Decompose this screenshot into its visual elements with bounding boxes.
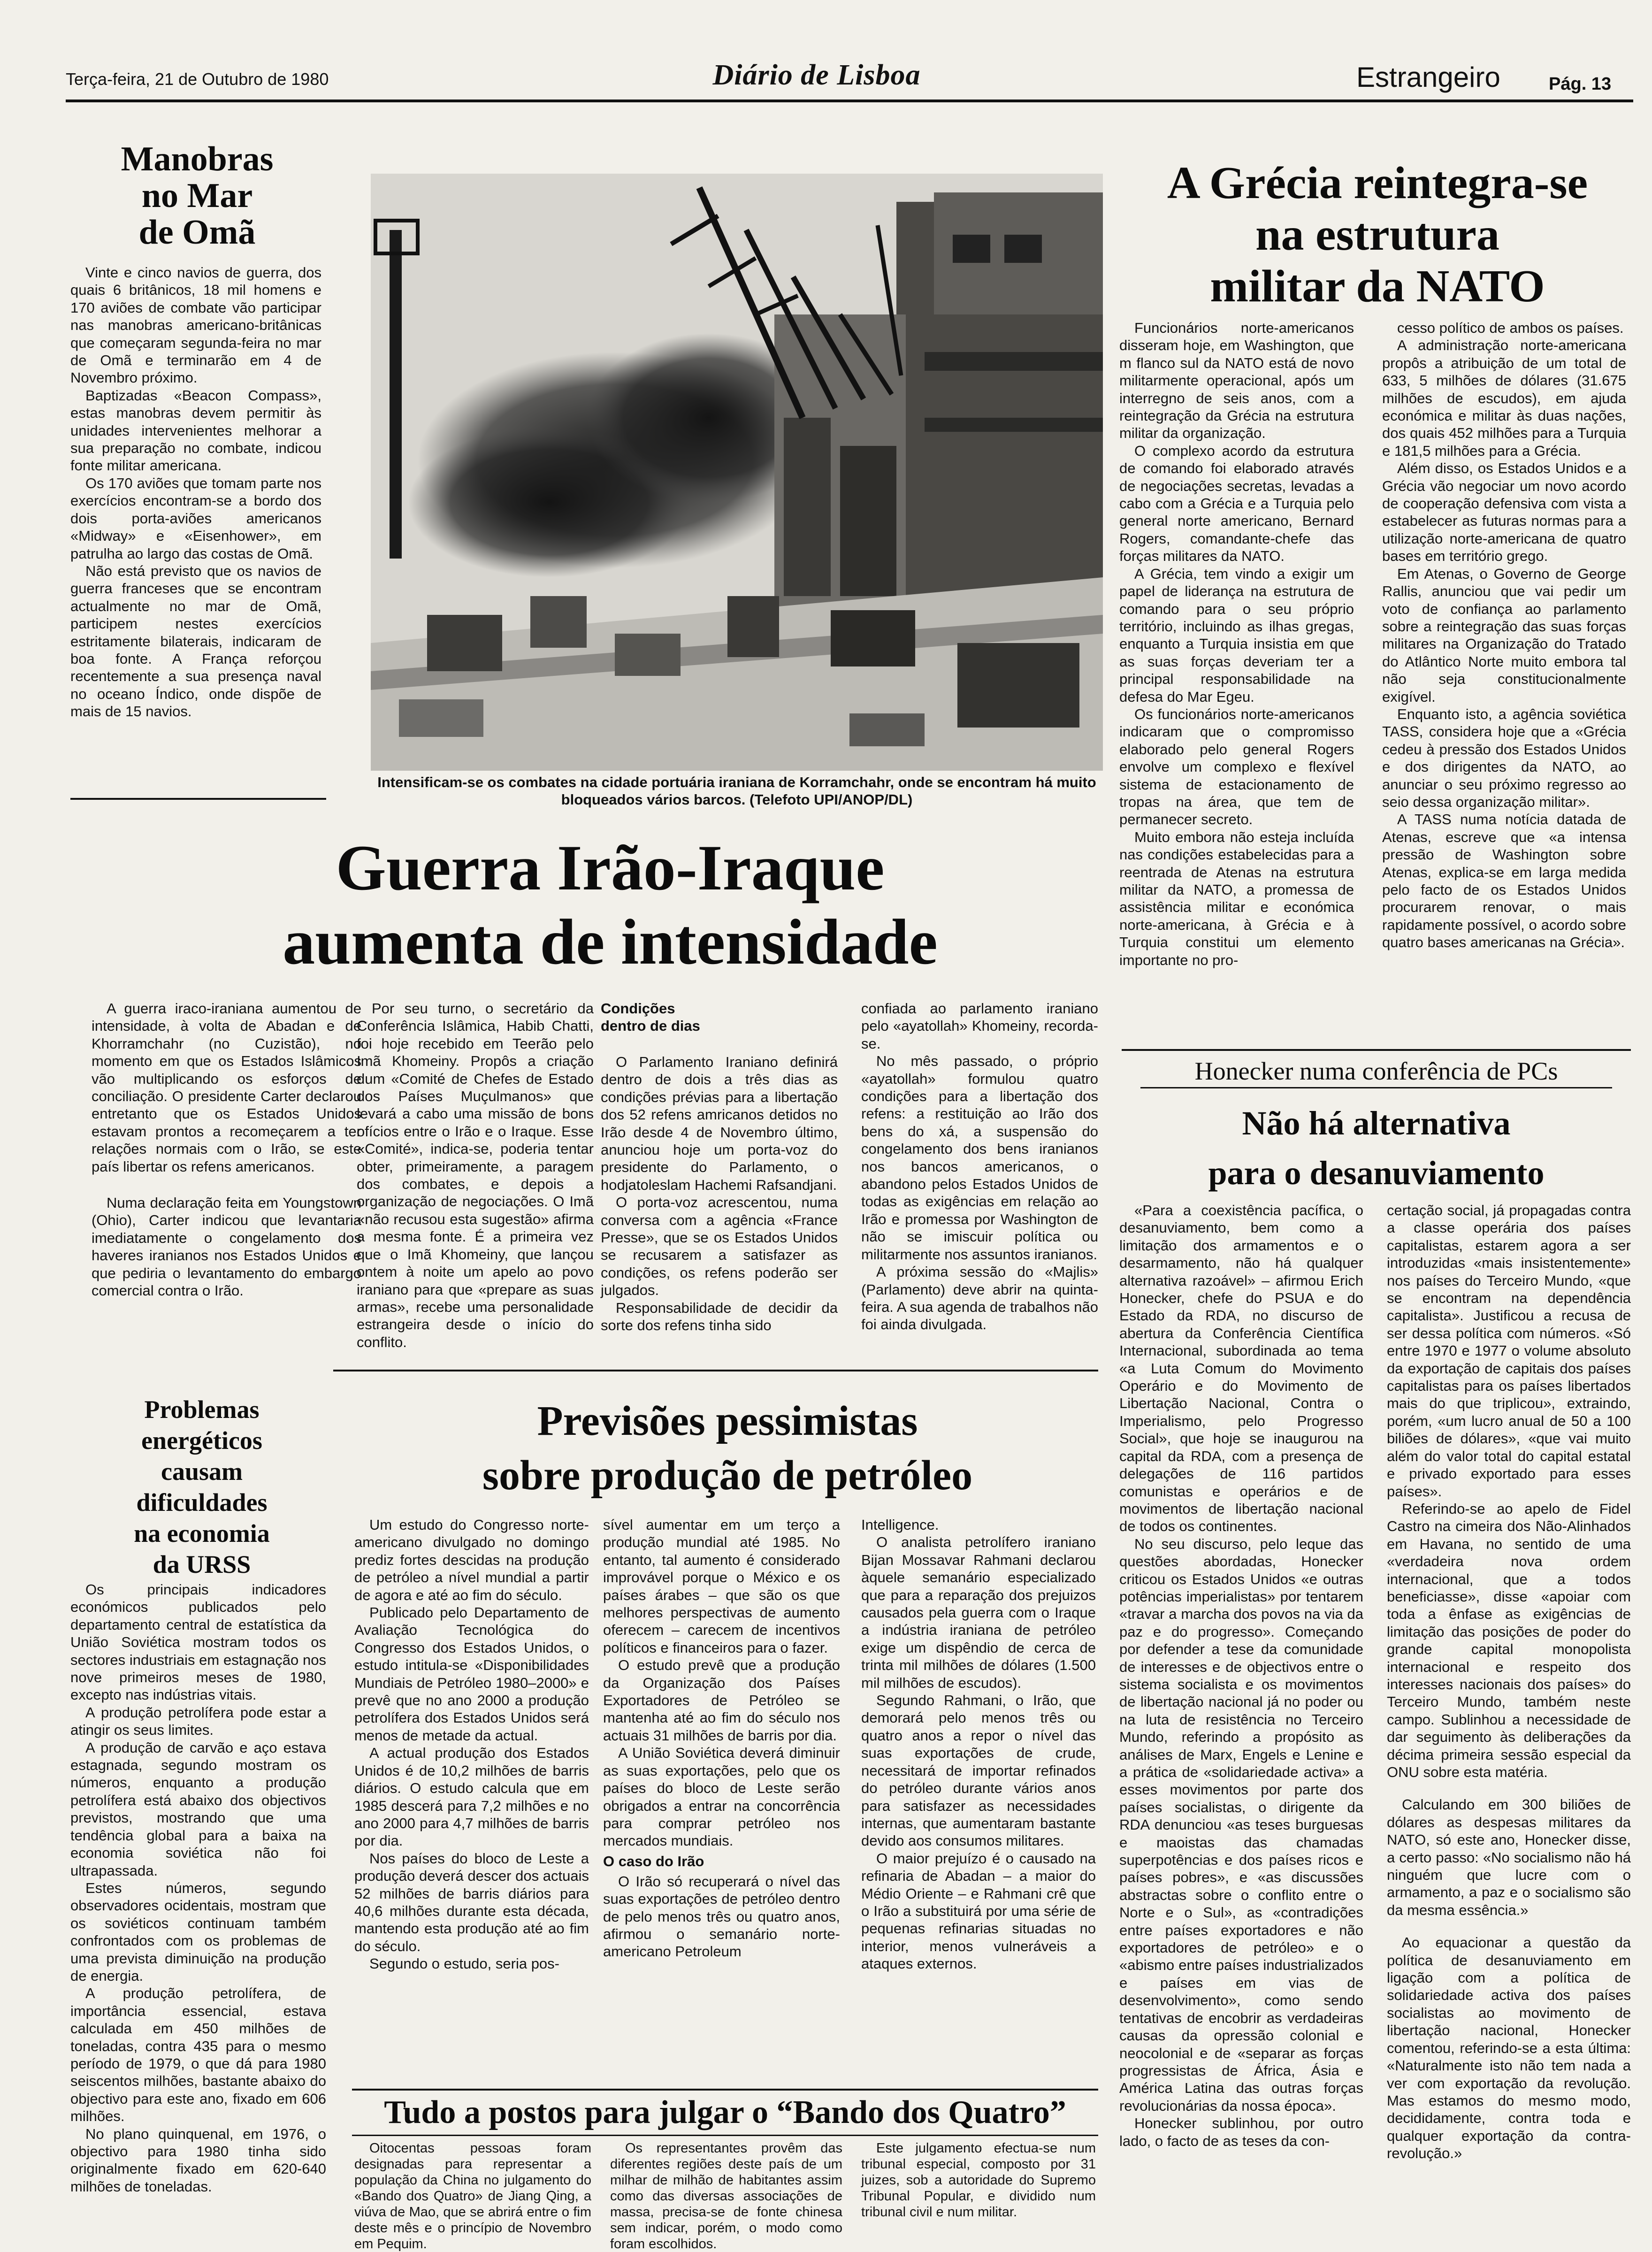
- greece-headline-line: na estrutura: [1255, 209, 1499, 260]
- article-paragraph: Os principais indicadores económicos publicados pelo departamento central de estatística da União Soviética mostram todos os sectores industriais em estagnação nos nove primeiros meses de 1980, excepto nas indústrias vitais.: [70, 1581, 326, 1703]
- article-paragraph: O estudo prevê que a produção da Organização dos Países Exportadores de Petróleo se mantenha até ao fim do século nos actuais 31 milhões de barris por dia.: [603, 1657, 840, 1744]
- article-paragraph: O Parlamento Iraniano definirá dentro de dois a três dias as condições prévias para a libertação dos 52 refens amricanos detidos no Irão desde 4 de Novembro último, anunciou hoje um porta-voz do presidente do Parlamento, o hodjatoleslam Hachemi Rafsandjani.: [601, 1054, 838, 1193]
- urss-headline: [70, 1394, 333, 1580]
- article-paragraph: A guerra iraco-iraniana aumentou de intensidade, à volta de Abadan e de Khorramchahr (no Cuzistão), no momento em que os Estados Islâmicos vão multiplicando os esforços de conciliação. O presidente Carter declarou entretanto que os Estados Unidos estavam prontos a recomeçarem a ter relações normais com o Irão, se este país libertar os refens americanos.: [92, 1000, 361, 1175]
- article-paragraph: Muito embora não esteja incluída nas condições estabelecidas para a reentrada de Atenas na estrutura militar da NATO, a promessa de assistência militar e económica norte-americana, à Grécia e à Turquia constitui um elemento importante no pro-: [1119, 828, 1354, 968]
- war-bottom-rule: [333, 1370, 1098, 1371]
- greece-column-2: [1382, 319, 1626, 1033]
- article-paragraph: cesso político de ambos os países.: [1397, 320, 1624, 336]
- gang-column-2: [610, 2140, 842, 2252]
- greece-headline-line: militar da NATO: [1210, 261, 1545, 312]
- article-paragraph: Intelligence.: [861, 1517, 939, 1533]
- photo-caption: Intensificam-se os combates na cidade portuária iraniana de Korramchahr, onde se encontram há muito bloqueados vários barcos. (Telefoto UPI/ANOP/DL): [377, 774, 1096, 808]
- article-paragraph: Vinte e cinco navios de guerra, dos quais 6 britânicos, 18 mil homens e 170 aviões de combate vão participar nas manobras americano-britânicas que começaram segunda-feira no mar de Omã e terminarão em 4 de Novembro próximo.: [70, 264, 321, 386]
- honecker-column-1: [1119, 1202, 1363, 2192]
- urss-headline-line: dificuldades: [136, 1488, 268, 1517]
- gang-headline-rule: [352, 2135, 1098, 2136]
- article-paragraph: Baptizadas «Beacon Compass», estas manobras devem permitir às unidades intervenientes melhorar a sua preparação no combate, indicou fonte militar americana.: [70, 387, 321, 474]
- article-paragraph: Ao equacionar a questão da política de desanuviamento em ligação com a política de solidariedade activa dos países socialistas ao movimento de libertação nacional, Honecker comentou, referindo-se a esta última: «Naturalmente isto não tem nada a ver com exportação da revolução. Mas estamos do mesmo modo, decididamente, contra toda e qualquer exportação da contra-revolução.»: [1387, 1934, 1631, 2162]
- article-paragraph: O Irão só recuperará o nível das suas exportações de petróleo dentro de pelo menos três ou quatro anos, afirmou o semanário norte-americano Petroleum: [603, 1873, 840, 1960]
- article-paragraph: Por seu turno, o secretário da Conferência Islâmica, Habib Chatti, foi hoje recebido em Teerão pelo Imã Khomeiny. Propôs a criação dum «Comité de Chefes de Estado dos Países Muçulmanos» que levará a cabo uma missão de bons ofícios entre o Irão e o Iraque. Esse «Comité», indica-se, poderia tentar obter, primeiramente, a paragem dos combates, e depois a organização de negociações. O Imã «não recusou esta sugestão» afirma a mesma fonte. É a primeira vez que o Imã Khomeiny, que lançou ontem à noite um apelo ao povo iraniano para que «prepare as suas armas», recebe uma personalidade estrangeira desde o início do conflito.: [357, 1000, 594, 1350]
- article-paragraph: Não está previsto que os navios de guerra franceses que se encontram actualmente no mar de Omã, participem nestes exercícios estritamente bilaterais, indicaram de boa fonte. A França reforçou recentemente a sua presença naval no oceano Índico, onde dispõe de mais de 15 navios.: [70, 562, 321, 720]
- honecker-top-rule: [1122, 1049, 1631, 1051]
- greece-column-1: [1119, 319, 1354, 1023]
- honecker-headline-line: para o desanuviamento: [1208, 1154, 1545, 1192]
- urss-article-body: [70, 1581, 326, 2196]
- gang-headline: Tudo a postos para julgar o “Bando dos Quatro”: [384, 2094, 1066, 2130]
- war-subhead-line: dentro de dias: [601, 1018, 700, 1034]
- article-paragraph: Calculando em 300 biliões de dólares as despesas militares da NATO, só este ano, Honecker disse, a certo passo: «No socialismo não há ninguém que lucre com o armamento, a paz e o socialismo são da mesma essência.»: [1387, 1796, 1631, 1918]
- masthead-rule: [66, 100, 1633, 102]
- article-paragraph: Estes números, segundo observadores ocidentais, mostram que os soviéticos continuam também confrontados com os problemas de uma prevista diminuição na produção de energia.: [70, 1879, 326, 1984]
- article-paragraph: A produção petrolífera, de importância essencial, estava calculada em 450 milhões de toneladas, contra 435 para o mesmo período de 1979, o que dá para 1980 seiscentos milhões, bastante abaixo do objectivo para este ano, fixado em 606 milhões.: [70, 1985, 326, 2125]
- oman-bottom-rule: [70, 798, 326, 800]
- article-paragraph: certação social, já propagadas contra a classe operária dos países capitalistas, estarem agora a ser introduzidas «mais insistentemente» nos países do Terceiro Mundo, «que se encontram na dependência capitalista». Justificou a recusa de ser dessa política com números. «Só entre 1970 e 1977 o volume absoluto da exportação de capitais dos países capitalistas para os países libertados mais do que triplicou», extraindo, porém, «um lucro anual de 50 a 100 biliões de dólares», «que vai muito além do valor total do capital estatal e privado exportado para esses países».: [1387, 1202, 1631, 1500]
- war-column-3: [601, 1000, 838, 1413]
- port-photo: [371, 174, 1103, 771]
- oman-headline-line: Manobras: [121, 140, 274, 178]
- article-paragraph: A Grécia, tem vindo a exigir um papel de liderança na estrutura de comando para o seu próprio território, incluindo as ilhas gregas, enquanto a Turquia insistia em que as suas forças deveriam ter a principal responsabilidade na defesa do Mar Egeu.: [1119, 565, 1354, 705]
- article-paragraph: O porta-voz acrescentou, numa conversa com a agência «France Presse», que se os Estados Unidos se recusarem a satisfazer as condições, os refens poderão ser julgados.: [601, 1194, 838, 1299]
- article-paragraph: Os 170 aviões que tomam parte nos exercícios encontram-se a bordo dos dois porta-aviões americanos «Midway» e «Eisenhower», em patrulha ao largo das costas de Omã.: [70, 475, 321, 562]
- masthead-page-number: Pág. 13: [1549, 74, 1612, 94]
- article-paragraph: «Para a coexistência pacífica, o desanuviamento, bem como a limitação dos armamentos e o desarmamento, não há qualquer alternativa razoável» – afirmou Erich Honecker, chefe do PSUA e do Estado da RDA, no discurso de abertura da Conferência Científica Internacional, subordinada ao tema «a Luta Comum do Movimento Operário e do Movimento de Libertação Nacional, Contra o Imperialismo, pelo Progresso Social», que hoje se inaugurou na capital da RDA, com a presença de delegações de 116 partidos comunistas e operários e de movimentos de libertação nacional de todos os continentes.: [1119, 1202, 1363, 1535]
- war-column-4: [861, 1000, 1098, 1413]
- war-headline: [141, 831, 1079, 979]
- oil-column-2: [603, 1516, 840, 2070]
- article-paragraph: Referindo-se ao apelo de Fidel Castro na cimeira dos Não-Alinhados em Havana, no sentido de uma «verdadeira nova ordem internacional, que a todos beneficiasse», disse «apoiar com toda a ênfase as exigências de limitação das posições de poder do grande capital monopolista internacional e respeito dos interesses nacionais dos países» do Terceiro Mundo, também neste campo. Sublinhou a necessidade de dar seguimento às deliberações da décima primeira sessão especial da ONU sobre esta matéria.: [1387, 1500, 1631, 1780]
- masthead-section: Estrangeiro: [1356, 61, 1500, 93]
- gang-top-rule: [352, 2089, 1098, 2091]
- article-paragraph: Honecker sublinhou, por outro lado, o facto de as teses da con-: [1119, 2115, 1363, 2149]
- oil-subhead: O caso do Irão: [603, 1853, 704, 1869]
- article-paragraph: O complexo acordo da estrutura de comando foi elaborado através de negociações secretas, levadas a cabo com a Grécia e a Turquia pelo general norte americano, Bernard Rogers, comandante-chefe das forças militares da NATO.: [1119, 442, 1354, 565]
- article-paragraph: Responsabilidade de decidir da sorte dos refens tinha sido: [601, 1299, 838, 1334]
- honecker-headline: [1122, 1098, 1631, 1198]
- article-paragraph: O maior prejuízo é o causado na refinaria de Abadan – a maior do Médio Oriente – e Rahmani crê que o Irão a substituirá por uma série de pequenas refinarias situadas no interior, menos vulneráveis a ataques externos.: [861, 1850, 1096, 1972]
- article-paragraph: Um estudo do Congresso norte-americano divulgado no domingo prediz fortes descidas na produção de petróleo a nível mundial a partir de agora e até ao fim do século.: [354, 1517, 589, 1603]
- article-paragraph: A União Soviética deverá diminuir as suas exportações, pelo que os países do bloco de Leste serão obrigados a entrar na concorrência para comprar petróleo nos mercados mundiais.: [603, 1745, 840, 1849]
- masthead-date: Terça-feira, 21 de Outubro de 1980: [66, 69, 329, 89]
- greece-headline-line: A Grécia reintegra-se: [1167, 158, 1588, 208]
- masthead: [0, 0, 1652, 113]
- oman-article-body: [70, 264, 321, 780]
- article-paragraph: Segundo o estudo, seria pos-: [369, 1955, 559, 1972]
- war-column-2: [357, 1000, 594, 1413]
- urss-headline-line: Problemas: [144, 1395, 260, 1424]
- gang-column-1: [354, 2140, 591, 2252]
- masthead-newspaper-logo: Diário de Lisboa: [712, 59, 921, 91]
- war-subhead: [601, 1000, 838, 1034]
- article-paragraph: Enquanto isto, a agência soviética TASS, considera hoje que a «Grécia cedeu à pressão dos Estados Unidos e dos dirigentes da NATO, ao anunciar o seu próximo regresso ao seio dessa organização militar».: [1382, 705, 1626, 810]
- oil-headline-line: sobre produção de petróleo: [482, 1452, 973, 1499]
- article-paragraph: Os funcionários norte-americanos indicaram que o compromisso elaborado pelo general Rogers envolve um complexo e flexível sistema de estacionamento de tropas na área, que tem de permanecer secreto.: [1119, 705, 1354, 828]
- urss-headline-line: energéticos: [141, 1426, 262, 1455]
- article-paragraph: Oitocentas pessoas foram designadas para representar a população da China no julgamento do «Bando dos Quatro» de Jiang Qing, a viúva de Mao, que se abrirá entre o fim deste mês e o princípio de Novembro em Pequim.: [354, 2141, 591, 2252]
- urss-headline-line: causam: [161, 1457, 243, 1486]
- war-headline-line: aumenta de intensidade: [283, 906, 938, 978]
- honecker-column-2: [1387, 1202, 1631, 2192]
- war-column-1: [92, 1000, 361, 1413]
- oil-headline-line: Previsões pessimistas: [537, 1398, 918, 1444]
- article-paragraph: Funcionários norte-americanos disseram hoje, em Washington, que m flanco sul da NATO está de novo militarmente operacional, após um interregno de seis anos, com a reintegração da Grécia na estrutura militar da organização.: [1119, 320, 1354, 442]
- article-paragraph: A próxima sessão do «Majlis» (Parlamento) deve abrir na quinta-feira. A sua agenda de trabalhos não foi ainda divulgada.: [861, 1264, 1099, 1333]
- article-paragraph: Publicado pelo Departamento de Avaliação Tecnológica do Congresso dos Estados Unidos, o estudo intitula-se «Disponibilidades Mundiais de Petróleo 1980–2000» e prevê que no ano 2000 a produção petrolífera dos Estados Unidos será menos de metade da actual.: [354, 1604, 589, 1744]
- oil-column-1: [354, 1516, 589, 2070]
- oil-headline: [357, 1394, 1098, 1503]
- port-photo-image: [371, 174, 1103, 771]
- war-subhead-line: Condições: [601, 1000, 675, 1017]
- article-paragraph: A actual produção dos Estados Unidos é de 10,2 milhões de barris diários. O estudo calcula que em 1985 descerá para 7,2 milhões e no ano 2000 para 4,7 milhões de barris por dia.: [354, 1745, 589, 1849]
- article-paragraph: Numa declaração feita em Youngstown (Ohio), Carter indicou que levantaria imediatamente o congelamento dos haveres iranianos nos Estados Unidos e que pediria o levantamento do embargo comercial contra o Irão.: [92, 1195, 361, 1299]
- article-paragraph: Segundo Rahmani, o Irão, que demorará pelo menos três ou quatro anos a repor o nível das suas exportações de crude, necessitará de importar refinados do petróleo durante vários anos para satisfazer as necessidades internas, que aumentaram bastante devido aos consumos militares.: [861, 1692, 1096, 1849]
- war-headline-line: Guerra Irão-Iraque: [336, 832, 885, 904]
- article-paragraph: Os representantes provêm das diferentes regiões deste país de um milhar de milhão de habitantes assim como das diversas associações de massa, precisa-se de fonte chinesa sem indicar, porém, o modo como foram escolhidos.: [610, 2141, 842, 2252]
- article-paragraph: No plano quinquenal, em 1976, o objectivo para 1980 tinha sido originalmente fixado em 620-640 milhões de toneladas.: [70, 2125, 326, 2195]
- article-paragraph: A produção petrolífera pode estar a atingir os seus limites.: [70, 1704, 326, 1739]
- article-paragraph: Em Atenas, o Governo de George Rallis, anunciou que vai pedir um voto de confiança ao parlamento sobre a reintegração das suas forças militares na Organização do Tratado do Atlântico Norte muito embora tal não seja constitucionalmente exigível.: [1382, 565, 1626, 705]
- oman-headline-line: de Omã: [138, 213, 256, 252]
- oman-headline-line: no Mar: [141, 176, 253, 215]
- article-paragraph: A produção de carvão e aço estava estagnada, segundo mostram os números, enquanto a produção petrolífera está abaixo dos objectivos previstos, mostrando que uma tendência global para a baixa na economia soviética não foi ultrapassada.: [70, 1739, 326, 1879]
- gang-column-3: [861, 2140, 1096, 2220]
- honecker-headline-line: Não há alternativa: [1242, 1104, 1511, 1142]
- article-paragraph: No mês passado, o próprio «ayatollah» formulou quatro condições para a libertação dos refens: a restituição ao Irão dos bens do xá, a suspensão do congelamento dos bens iranianos nos bancos americanos, o abandono pelos Estados Unidos de todas as exigências em relação ao Irão e promessa por Washington de não se imiscuir política ou militarmente nos assuntos iranianos.: [861, 1053, 1098, 1263]
- article-paragraph: confiada ao parlamento iraniano pelo «ayatollah» Khomeiny, recorda-se.: [861, 1000, 1098, 1052]
- article-paragraph: O analista petrolífero iraniano Bijan Mossavar Rahmani declarou àquele semanário especializado que para a reparação dos prejuizos causados pela guerra com o Iraque a indústria iraniana de petróleo exige um dispêndio de cerca de trinta mil milhões de dólares (1.500 mil milhões de escudos).: [861, 1534, 1096, 1691]
- urss-headline-line: na economia: [134, 1519, 270, 1547]
- oil-column-3: [861, 1516, 1096, 2070]
- article-paragraph: A TASS numa notícia datada de Atenas, escreve que «a intensa pressão de Washington sobre Atenas, explica-se em larga medida pelo facto de os Estados Unidos procurarem renovar, o mais rapidamente possível, o acordo sobre quatro bases americanas na Grécia».: [1382, 811, 1626, 951]
- urss-headline-line: da URSS: [153, 1550, 251, 1578]
- article-paragraph: Nos países do bloco de Leste a produção deverá descer dos actuais 52 milhões de barris diários para 40,6 milhões durante esta década, mantendo esta produção até ao fim do século.: [354, 1850, 589, 1954]
- article-paragraph: Além disso, os Estados Unidos e a Grécia vão negociar um novo acordo de cooperação defensiva com vista a estabelecer as futuras normas para a utilização norte-americana de quatro bases em território grego.: [1382, 460, 1626, 565]
- article-paragraph: A administração norte-americana propôs a atribuição de um total de 633, 5 milhões de dólares (31.675 milhões de escudos), em ajuda económica e militar às duas nações, dos quais 452 milhões para a Turquia e 181,5 milhões para a Grécia.: [1382, 337, 1626, 459]
- honecker-kicker: Honecker numa conferência de PCs: [1194, 1057, 1558, 1085]
- greece-headline: [1122, 157, 1633, 312]
- honecker-kicker-rule: [1140, 1087, 1612, 1088]
- article-paragraph: No seu discurso, pelo leque das questões abordadas, Honecker criticou os Estados Unidos «e outras potências imperialistas» por tentarem «travar a marcha dos povos na via da paz e do progresso». Começando por defender a tese da comunidade de interesses e de objectivos entre o sistema socialista e os movimentos de libertação nacional já no poder ou na luta de resistência no Terceiro Mundo, referindo a propósito as análises de Marx, Engels e Lenine e a prática de «solidariedade activa» a esses movimentos por parte dos países socialistas, o dirigente da RDA denunciou «as teses burguesas e maoistas das chamadas superpotências e dos países ricos e países pobres», e «as discussões abstractas sobre o conflito entre o Norte e o Sul», as «contradições entre países exportadores e não exportadores de petróleo» e o «abismo entre países industrializados e países em vias de desenvolvimento», como sendo tentativas de encobrir as verdadeiras causas da opressão colonial e neocolonial e de «separar as forças progressistas de África, Ásia e América Latina das outras forças revolucionárias da nossa época».: [1119, 1535, 1363, 2114]
- oman-headline: [70, 141, 324, 251]
- article-paragraph: sível aumentar em um terço a produção mundial até 1985. No entanto, tal aumento é considerado improvável porque o México e os países árabes – que são os que melhores perspectivas de aumento oferecem – carecem de incentivos políticos e financeiros para o fazer.: [603, 1517, 840, 1656]
- article-paragraph: Este julgamento efectua-se num tribunal especial, composto por 31 juizes, sob a autoridade do Supremo Tribunal Popular, e dividido num tribunal civil e num militar.: [861, 2141, 1096, 2220]
